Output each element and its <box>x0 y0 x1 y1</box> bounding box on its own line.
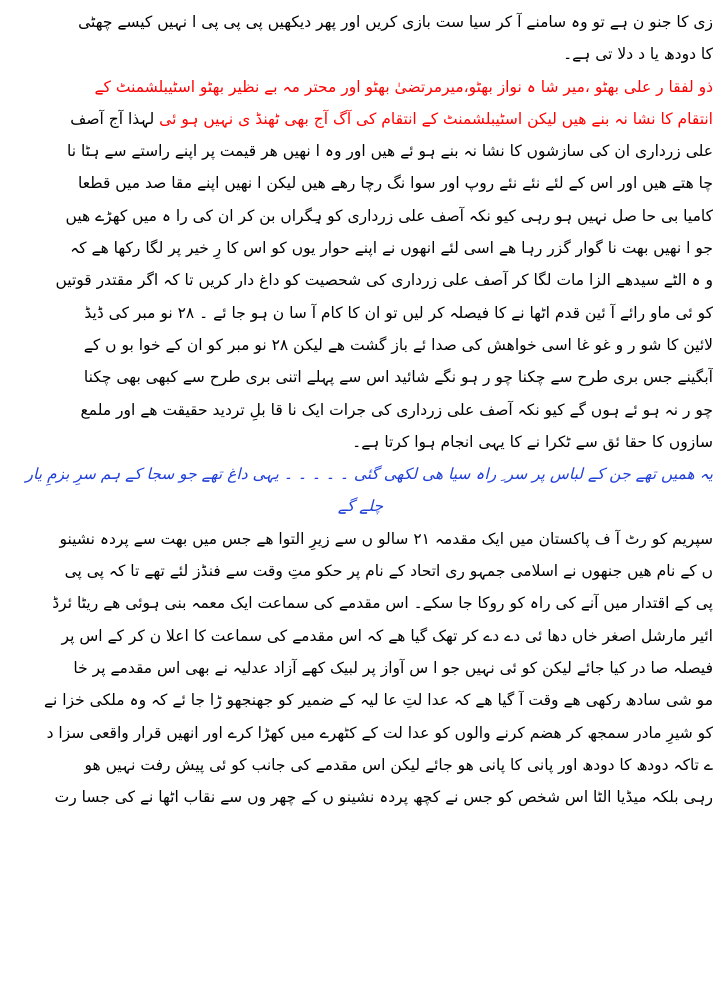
text-line: پی کے اقتدار میں آنے کی راہ کو روکا جا سکے۔ اس مقدمے کی سماعت ایک معمہ بنی ہوئی ھے ریٹا ئرڈ <box>52 594 713 613</box>
text-line: فیصلہ صا در کیا جائے لیکن کو ئی نہیں جو ا س آواز پر لبیک کھے آزاد عدلیہ نے بھی اس مقدمے پر خا <box>73 658 713 677</box>
text-line: کا دودھ یا د دلا تی ہے۔ <box>563 45 713 64</box>
text-line: ائیر مارشل اصغر خاں دھا ئی دے دے کر تھک گیا ھے کہ اس مقدمے کی سماعت کا اعلا ن کر کے اس پر <box>61 626 713 645</box>
poem-verse <box>8 458 713 523</box>
text-line: سازوں کا حقا ئق سے ٹکرا نے کا یہی انجام ہوا کرتا ہے۔ <box>352 432 713 451</box>
text-line: چا ھتے ھیں اور اس کے لئے نئے نئے روپ اور سوا نگ رچا رھے ھیں لیکن ا نھیں اپنے مقا صد میں قطعا <box>78 174 713 193</box>
paragraph-supreme-court <box>8 523 713 814</box>
text-line: سپریم کو رٹ آ ف پاکستان میں ایک مقدمہ ۲۱ سالو ں سے زیرِ التوا ھے جس میں بھت سے پردہ نشینو <box>59 529 713 548</box>
highlighted-text-line: ذو لفقا ر علی بھٹو ،میر شا ہ نواز بھٹو،میرمرتضیٰ بھٹو اور محتر مہ بے نظیر بھٹو اسٹیبلشمنٹ کے <box>94 77 713 96</box>
text-line: زی کا جنو ن ہے تو وہ سامنے آ کر سیا ست بازی کریں اور پھر دیکھیں پی پی پی ا نہیں کیسے چھٹی <box>78 13 713 31</box>
text-line: و ہ الٹے سیدھے الزا مات لگا کر آصف علی زرداری کی شحصیت کو داغ دار کریں تا کہ اگر مقتدر قوتیں <box>55 271 713 290</box>
text-line: کو ئی ماو رائے آ ئین قدم اٹھا نے کا فیصلہ کر لیں تو ان کا کام آ سا ن ہو جا ئے ۔ ۲۸ نو مبر کی ڈیڈ <box>84 303 713 322</box>
poem-line: یہ ھمیں تھے جن کے لباس پر سر ِ راہ سیا ھی لکھی گئی ۔ ۔ ۔ ۔ ۔ یہی داغ تھے جو سجا کے ہم سرِ بزمِ یار <box>25 465 713 484</box>
highlighted-text-segment: انتقام کا نشا نہ بنے ھیں لیکن اسٹیبلشمنٹ کے انتقام کی آگ آج بھی ٹھنڈ ی نہیں ہو ئی <box>159 109 713 128</box>
text-line: چو ر نہ ہو ئے ہوں گے کیو نکہ آصف علی زرداری کی جرات ایک نا قا بلِ تردید حقیقت ھے اور ملمع <box>80 400 713 419</box>
text-segment: لہذا آج آصف <box>70 109 155 128</box>
text-line: ے تاکہ دودھ کا دودھ اور پانی کا پانی ھو جائے لیکن اس مقدمے کی جانب کو ئی پیش رفت نہیں ھو <box>84 755 713 774</box>
article-page <box>8 6 713 813</box>
text-line: آبگینے جس بری طرح سے چکنا چو ر ہو نگے شائید اس سے پہلے اتنی بری طرح سے کبھی بھی چکنا <box>83 368 713 387</box>
text-line: کو شیرِ مادر سمجھ کر ھضم کرنے والوں کو عدا لت کے کٹھرے میں کھڑا کرے اور انھیں قرار واقعی سزا د <box>46 723 713 742</box>
text-line: جو ا نھیں بھت نا گوار گزر رہا ھے اسی لئے انھوں نے اپنے حوار یوں کو اس کا رِ خیر پر لگا رکھا ھے کہ <box>70 239 713 258</box>
paragraph-establishment <box>8 71 713 459</box>
text-line: کامیا بی حا صل نہیں ہو رہی کیو نکہ آصف علی زرداری کو ہِگراں بن کر ان کی را ہ میں کھڑے ھیں <box>65 206 713 225</box>
mixed-text-line <box>8 103 713 135</box>
poem-line: چلے گے <box>337 497 384 516</box>
text-line: لائین کا شو ر و غو غا اسی خواھش کی صدا ئے باز گشت ھے لیکن ۲۸ نو مبر کو ان کے خوا بو ں کے <box>83 335 713 354</box>
text-line: علی زرداری ان کی سازشوں کا نشا نہ بنے ہو ئے ھیں اور وہ ا نھیں ھر قیمت پر اپنے راستے سے ہٹا نا <box>67 142 713 161</box>
text-line: رہی بلکہ میڈیا الٹا اس شخص کو جس نے کچھ پردہ نشینو ں کے چھر وں سے نقاب اٹھا نے کی جسا رت <box>54 788 713 807</box>
text-line: مو شی سادھ رکھی ھے وقت آ گیا ھے کہ عدا لتِ عا لیہ کے ضمیر کو جھنجھو ڑا جا ئے کہ وہ ملکی خزا نے <box>43 691 713 710</box>
paragraph-intro <box>8 6 713 71</box>
text-line: ں کے نام ھیں جنھوں نے اسلامی جمہو ری اتحاد کے نام پر حکو متِ وقت سے فنڈز لئے تھے تا کہ پی پی <box>64 562 713 581</box>
